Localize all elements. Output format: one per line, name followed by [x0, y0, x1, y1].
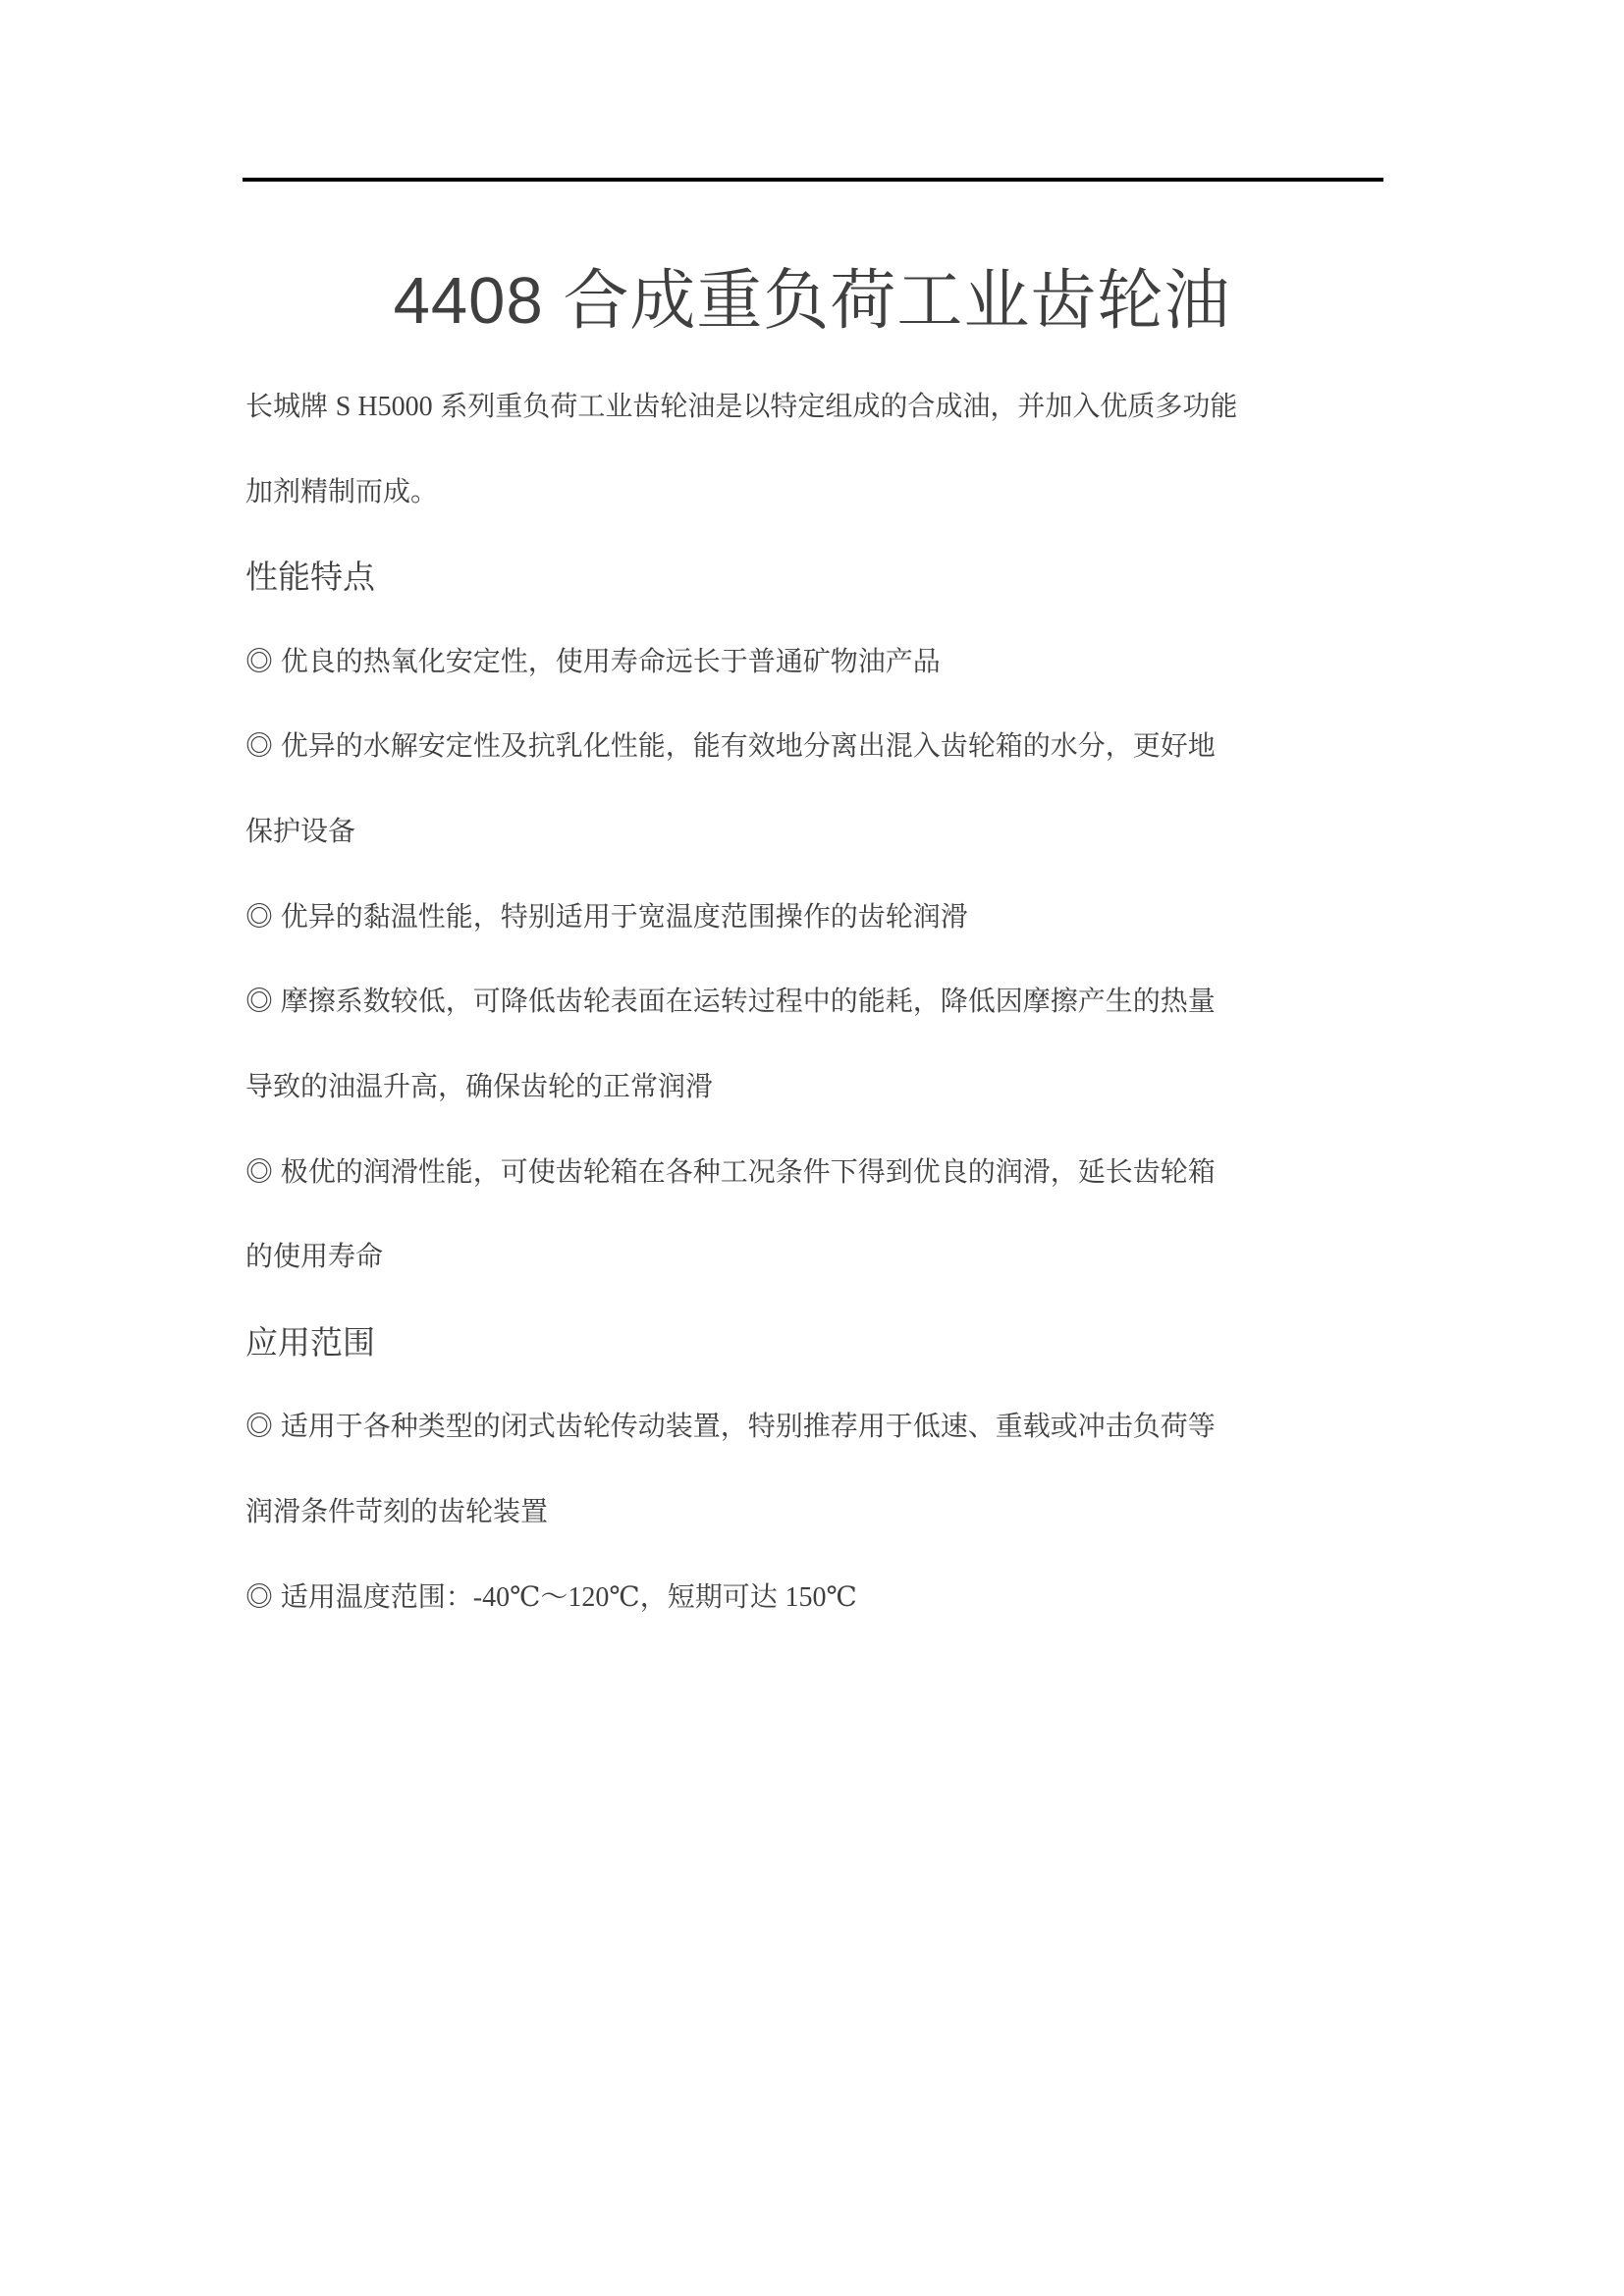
performance-bullet-3: ◎ 优异的黏温性能，特别适用于宽温度范围操作的齿轮润滑 [245, 901, 968, 932]
performance-bullet-1: ◎ 优良的热氧化安定性，使用寿命远长于普通矿物油产品 [245, 646, 941, 676]
intro-line-2: 加剂精制而成。 [245, 476, 439, 507]
section-heading-performance: 性能特点 [245, 559, 375, 595]
performance-bullet-4-line-1: ◎ 摩擦系数较低，可降低齿轮表面在运转过程中的能耗，降低因摩擦产生的热量 [245, 986, 1216, 1016]
performance-bullet-5-line-2: 的使用寿命 [245, 1241, 384, 1271]
intro-line-1 [245, 389, 1237, 424]
temperature-range-value: -40℃～120℃ [472, 1582, 640, 1613]
performance-bullet-5-line-1: ◎ 极优的润滑性能，可使齿轮箱在各种工况条件下得到优良的润滑，延长齿轮箱 [245, 1156, 1216, 1187]
intro-line-1-series-code: S H5000 [335, 392, 433, 422]
performance-bullet-2-line-1: ◎ 优异的水解安定性及抗乳化性能，能有效地分离出混入齿轮箱的水分，更好地 [245, 730, 1216, 761]
intro-line-1-text-b: 系列重负荷工业齿轮油是以特定组成的合成油，并加入优质多功能 [432, 391, 1238, 421]
performance-bullet-2-line-2: 保护设备 [245, 816, 356, 846]
document-title: 4408 合成重负荷工业齿轮油 [393, 264, 1231, 338]
application-bullet-2 [245, 1579, 857, 1615]
section-heading-application: 应用范围 [245, 1324, 375, 1361]
performance-bullet-4-line-2: 导致的油温升高，确保齿轮的正常润滑 [245, 1071, 714, 1101]
application-bullet-1-line-1: ◎ 适用于各种类型的闭式齿轮传动装置，特别推荐用于低速、重载或冲击负荷等 [245, 1411, 1216, 1441]
temperature-range-label: ◎ 适用温度范围： [245, 1581, 473, 1612]
temperature-range-middle: ，短期可达 [639, 1581, 785, 1612]
header-rule [243, 178, 1383, 182]
temperature-max-value: 150℃ [785, 1582, 857, 1613]
intro-line-1-text-a: 长城牌 [245, 391, 336, 421]
application-bullet-1-line-2: 润滑条件苛刻的齿轮装置 [245, 1496, 549, 1526]
